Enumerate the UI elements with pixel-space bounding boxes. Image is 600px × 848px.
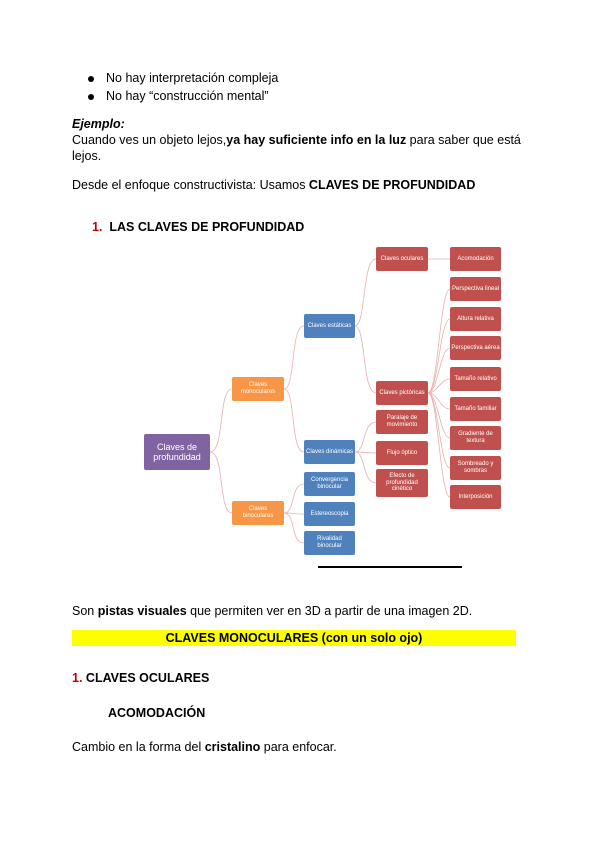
example-line-2: lejos. [72,149,102,163]
section-number: 1. [72,671,83,685]
node-pictoricas: Claves pictóricas [376,381,428,405]
node-monoculares: Claves monoculares [232,377,284,401]
node-flujo: Flujo óptico [376,441,428,465]
node-altura: Altura relativa [450,307,501,331]
final-bold: cristalino [204,740,261,754]
constructivist-bold: CLAVES DE PROFUNDIDAD [308,178,476,192]
node-paralaje: Paralaje de movimiento [376,410,428,434]
node-estereoscopia: Estereoscopia [304,502,355,526]
final-text: para enfocar. [260,740,337,754]
section-heading-2 [72,671,209,685]
banner-text: CLAVES MONOCULARES (con un solo ojo) [165,631,423,645]
bullet-text: No hay interpretación compleja [106,71,279,85]
example-text: Cuando ves un objeto lejos, [72,133,227,147]
node-tamano-familiar: Tamaño familiar [450,397,501,421]
node-tamano-relativo: Tamaño relativo [450,367,501,391]
bullet-text: No hay “construcción mental” [106,89,269,103]
node-sombreado: Sombreado y sombras [450,456,501,480]
example-text: para saber que está [406,133,521,147]
node-binoculares: Claves binoculares [232,501,284,525]
node-perspectiva-lineal: Perspectiva lineal [450,277,501,301]
pistas-text: que permiten ver en 3D a partir de una imagen 2D. [186,604,473,618]
pistas-bold: pistas visuales [97,604,187,618]
node-oculares: Claves oculares [376,247,428,271]
section-title: CLAVES OCULARES [85,671,210,685]
node-estaticas: Claves estáticas [304,314,355,338]
example-heading: Ejemplo: [72,117,125,131]
node-convergencia: Convergencia binocular [304,472,355,496]
node-acomodacion: Acomodación [450,247,501,271]
node-gradiente: Gradiente de textura [450,426,501,450]
example-bold: ya hay suficiente info en la luz [226,133,407,147]
final-text: Cambio en la forma del [72,740,205,754]
final-line [72,740,337,754]
section-number: 1. [92,220,103,234]
pistas-text: Son [72,604,98,618]
pistas-line [72,604,472,618]
node-rivalidad: Rivalidad binocular [304,531,355,555]
node-interposicion: Interposición [450,485,501,509]
node-root: Claves de profundidad [144,434,210,470]
node-efecto: Efecto de profundidad cinético [376,469,428,497]
section-title: LAS CLAVES DE PROFUNDIDAD [109,220,305,234]
node-perspectiva-aerea: Perspectiva aérea [450,336,501,360]
constructivist-text: Desde el enfoque constructivista: Usamos [72,178,309,192]
node-dinamicas: Claves dinámicas [304,440,355,464]
subheading: ACOMODACIÓN [108,706,206,720]
